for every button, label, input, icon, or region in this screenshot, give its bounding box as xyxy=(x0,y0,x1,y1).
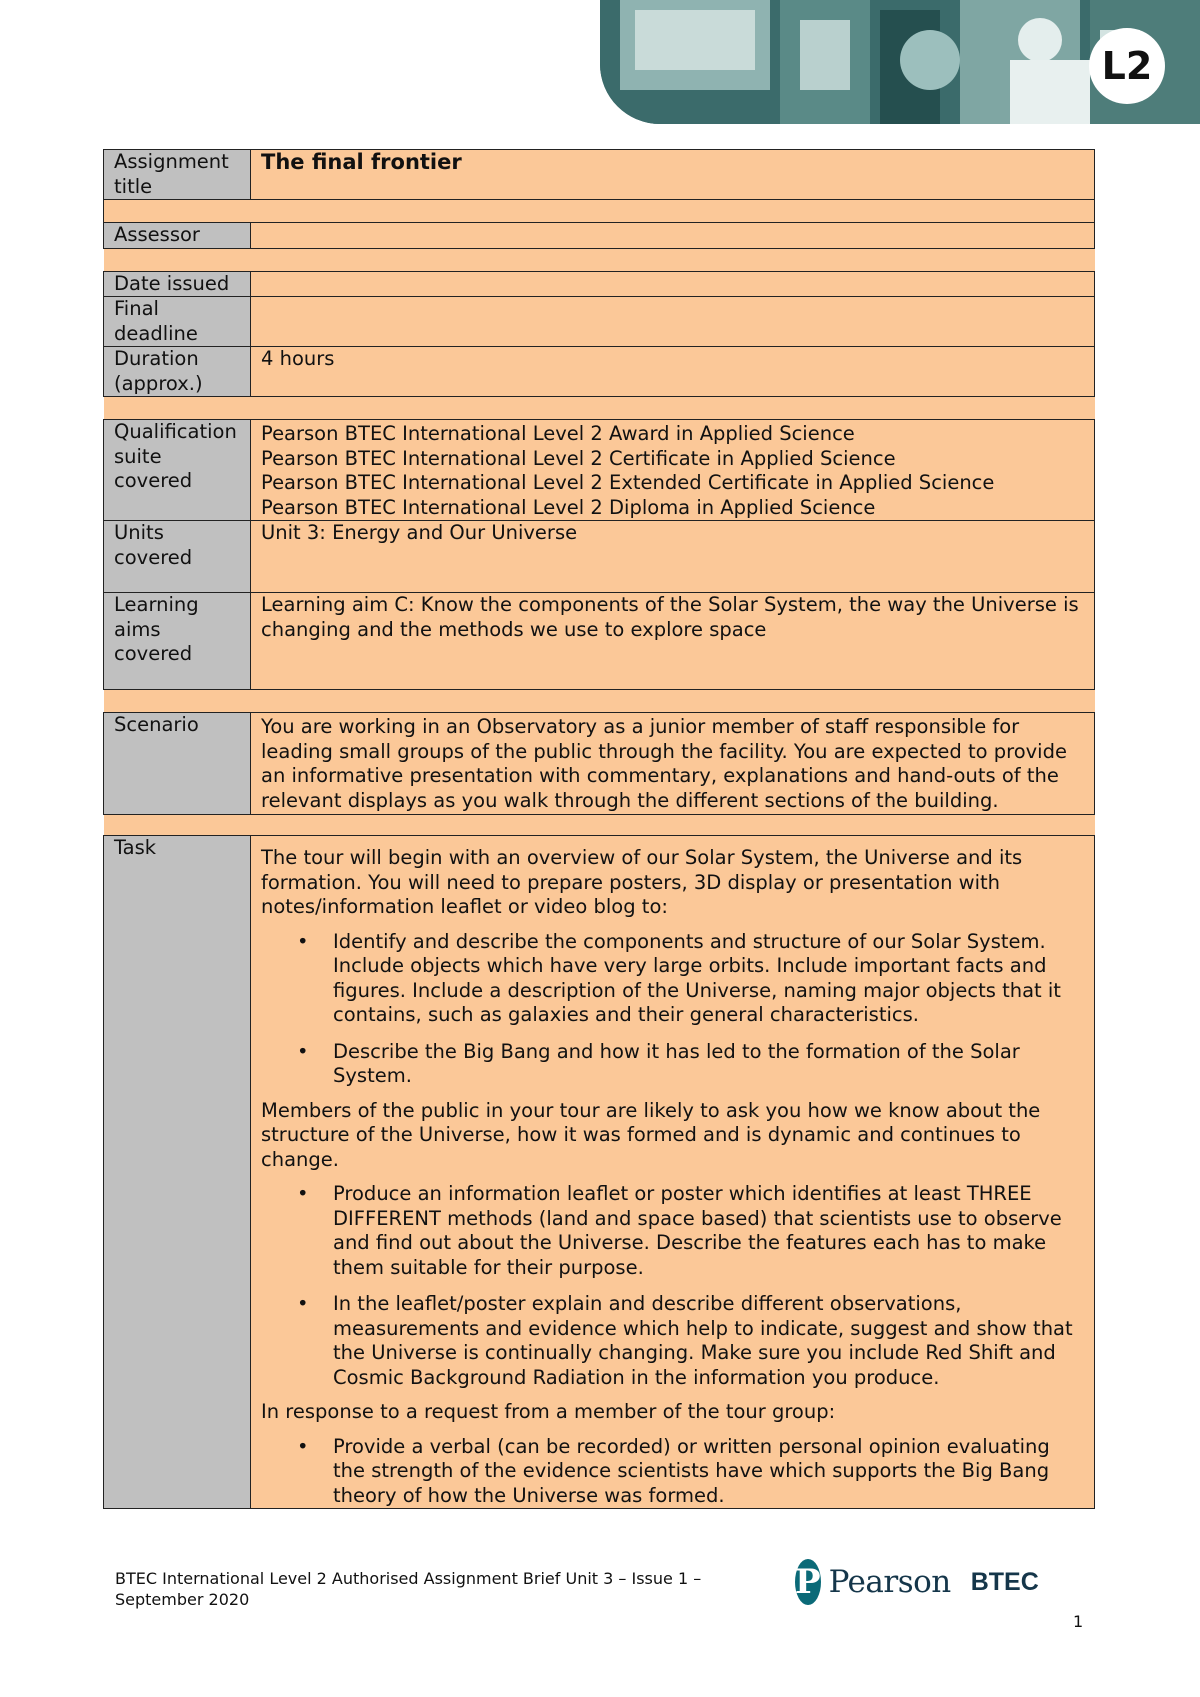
page-number: 1 xyxy=(1073,1612,1084,1631)
row-assignment-title xyxy=(104,150,1095,200)
final-deadline-label: Final deadline xyxy=(104,297,251,347)
qualification-item: Pearson BTEC International Level 2 Extended Certificate in Applied Science xyxy=(261,471,995,494)
task-paragraph-3: In response to a request from a member of the tour group: xyxy=(261,1400,836,1423)
qualification-list xyxy=(251,420,1095,521)
task-label: Task xyxy=(104,836,251,1509)
units-value: Unit 3: Energy and Our Universe xyxy=(251,521,1095,593)
assessor-value xyxy=(251,223,1095,249)
gap-cell xyxy=(104,248,1095,271)
pearson-btec-logo xyxy=(795,1555,1039,1609)
qualification-item: Pearson BTEC International Level 2 Certificate in Applied Science xyxy=(261,446,896,470)
footer-text: BTEC International Level 2 Authorised Assignment Brief Unit 3 – Issue 1 – September 2020 xyxy=(115,1569,702,1609)
row-gap xyxy=(104,397,1095,420)
row-scenario xyxy=(104,713,1095,815)
task-bullets-3 xyxy=(261,1435,1084,1509)
duration-label: Duration (approx.) xyxy=(104,347,251,397)
level-badge: L2 xyxy=(1089,28,1165,104)
gap-cell xyxy=(104,690,1095,713)
pearson-logo-icon: P xyxy=(795,1559,821,1605)
task-bullet: • Identify and describe the components and structure of our Solar System. Include objects which have very large orbits. Include important facts and figures. Include a description of the Universe, naming major objects that it contains, such as galaxies and their general characteristics. xyxy=(333,930,1084,1028)
qualification-item: Pearson BTEC International Level 2 Diploma in Applied Science xyxy=(261,495,876,519)
gap-cell xyxy=(104,815,1095,836)
row-qualification xyxy=(104,420,1095,521)
final-deadline-value xyxy=(251,297,1095,347)
row-task xyxy=(104,836,1095,1509)
row-gap xyxy=(104,815,1095,836)
duration-value: 4 hours xyxy=(251,347,1095,397)
assignment-brief-table xyxy=(103,149,1095,1509)
pearson-wordmark: Pearson xyxy=(828,1564,951,1600)
row-gap xyxy=(104,248,1095,271)
row-final-deadline xyxy=(104,297,1095,347)
row-duration xyxy=(104,347,1095,397)
task-bullets-2 xyxy=(261,1182,1084,1390)
row-gap xyxy=(104,690,1095,713)
gap-cell xyxy=(104,397,1095,420)
units-label: Units covered xyxy=(104,521,251,593)
blank-cell xyxy=(104,200,1095,223)
row-units xyxy=(104,521,1095,593)
task-paragraph-2: Members of the public in your tour are likely to ask you how we know about the structure of the Universe, how it was formed and is dynamic and continues to change. xyxy=(261,1098,1041,1171)
qualification-item: Pearson BTEC International Level 2 Award in Applied Science xyxy=(261,422,855,445)
task-bullet: • Provide a verbal (can be recorded) or written personal opinion evaluating the strength of the evidence scientists have which supports the Big Bang theory of how the Universe was formed. xyxy=(333,1435,1084,1509)
date-issued-label: Date issued xyxy=(104,271,251,297)
task-intro: The tour will begin with an overview of our Solar System, the Universe and its formation. You will need to prepare posters, 3D display or presentation with notes/information leaflet or video blog to: xyxy=(261,846,1023,918)
task-bullet: • In the leaflet/poster explain and describe different observations, measurements and evidence which help to indicate, suggest and show that the Universe is continually changing. Make sure you include Red Shift and Cosmic Background Radiation in the information you produce. xyxy=(333,1292,1084,1390)
scenario-label: Scenario xyxy=(104,713,251,815)
row-assessor xyxy=(104,223,1095,249)
task-bullets-1 xyxy=(261,930,1084,1089)
assignment-title-value xyxy=(251,150,1095,200)
learning-aims-label: Learning aims covered xyxy=(104,593,251,690)
scenario-value: You are working in an Observatory as a junior member of staff responsible for leading small groups of the public through the facility. You are expected to provide an informative presentation with commentary, explanations and hand-outs of the relevant displays as you walk through the different sections of the building. xyxy=(251,713,1095,815)
assessor-label: Assessor xyxy=(104,223,251,249)
btec-wordmark: BTEC xyxy=(970,1567,1039,1596)
task-bullet: • Produce an information leaflet or poster which identifies at least THREE DIFFERENT methods (land and space based) that scientists use to observe and find out about the Universe. Describe the features each has to make them suitable for their purpose. xyxy=(333,1182,1084,1280)
task-content xyxy=(251,836,1095,1509)
task-bullet: • Describe the Big Bang and how it has led to the formation of the Solar System. xyxy=(333,1040,1084,1089)
qualification-label: Qualification suite covered xyxy=(104,420,251,521)
assignment-title-label: Assignment title xyxy=(104,150,251,200)
row-learning-aims xyxy=(104,593,1095,690)
date-issued-value xyxy=(251,271,1095,297)
row-date-issued xyxy=(104,271,1095,297)
learning-aims-value: Learning aim C: Know the components of the Solar System, the way the Universe is changing and the methods we use to explore space xyxy=(251,593,1095,690)
row-blank-1 xyxy=(104,200,1095,223)
assignment-title-text: The final frontier xyxy=(261,150,462,174)
